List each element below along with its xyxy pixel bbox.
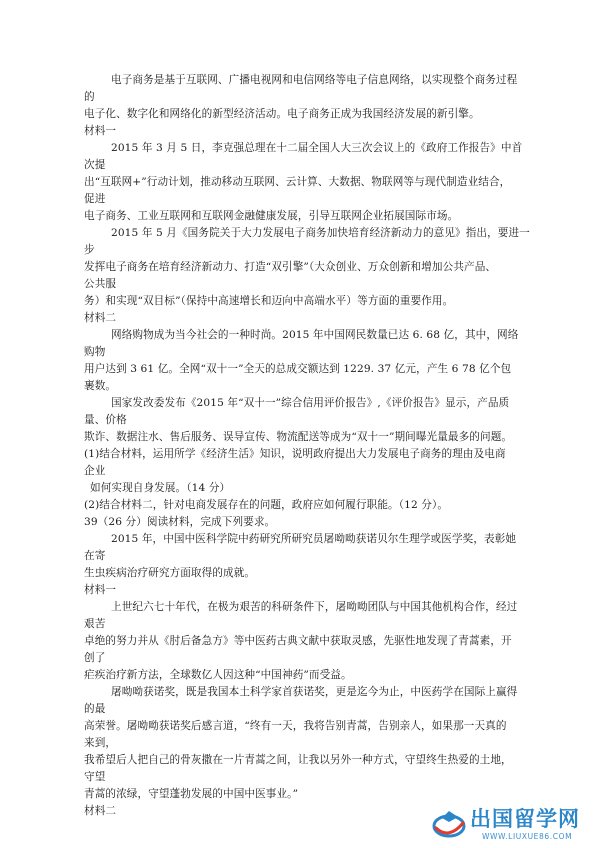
text-line: 网络购物成为当今社会的一种时尚。2015 年中国网民数量已达 6. 68 亿，其中，网络 — [111, 329, 519, 341]
text-line: 生虫疾病治疗研究方面取得的成就。 — [84, 567, 256, 579]
text-line: 发挥电子商务在培育经济新动力、打造“双引擎”（大众创业、万众创新和增加公共产品、 — [84, 261, 497, 273]
section-heading: 材料一 — [84, 584, 117, 596]
text-line: 来到， — [84, 737, 117, 749]
text-line: 屠呦呦获诺奖，既是我国本土科学家首获诺奖，更是迄今为止，中医药学在国际上赢得 — [111, 686, 518, 698]
text-line: 量、价格 — [84, 414, 127, 426]
question-line: 如何实现自身发展。（14 分） — [90, 482, 231, 494]
text-line: 卓绝的努力并从《肘后备急方》等中医药古典文献中获取灵感，先驱性地发现了青蒿素，开 — [84, 635, 512, 647]
text-line: 守望 — [84, 771, 106, 783]
section-heading: 材料二 — [84, 312, 117, 324]
text-line: 电子商务、工业互联网和互联网金融健康发展，引导互联网企业拓展国际市场。 — [84, 210, 459, 222]
text-line: 电子商务是基于互联网、广播电视网和电信网络等电子信息网络，以实现整个商务过程 — [111, 74, 518, 86]
text-line: 用户达到 3 61 亿。全网“双十一”全天的总成交额达到 1229. 37 亿元，产生 6 78 亿个包 — [84, 363, 512, 375]
text-line: 2015 年 5 月《国务院关于大力发展电子商务加快培育经济新动力的意见》指出，要进一 — [111, 227, 530, 239]
text-line: 2015 年，中国中医科学院中药研究所研究员屠呦呦获诺贝尔生理学或医学奖，表彰她 — [111, 533, 517, 545]
cap-swoosh-icon — [432, 806, 466, 840]
text-line: 艰苦 — [84, 618, 106, 630]
section-heading: 材料二 — [84, 805, 117, 817]
text-line: 在寄 — [84, 550, 106, 562]
text-line: 国家发改委发布《2015 年“双十一”综合信用评价报告》,《评价报告》显示，产品质 — [111, 397, 510, 409]
text-line: 步 — [84, 244, 95, 256]
text-line: 我希望后人把自己的骨灰撒在一片青蒿之间，让我以另外一种方式，守望终生热爱的土地， — [84, 754, 512, 766]
text-line: 促进 — [84, 193, 106, 205]
text-line: 裹数。 — [84, 380, 117, 392]
text-line: 疟疾治疗新方法，全球数亿人因这种“中国神药”而受益。 — [84, 669, 352, 681]
logo-name: 出国留学网 — [470, 807, 580, 831]
text-line: 出“互联网+”行动计划，推动移动互联网、云计算、大数据、物联网等与现代制造业结合， — [84, 176, 511, 188]
site-logo — [432, 806, 592, 846]
text-line: 高荣誉。屠呦呦获诺奖后感言道，“终有一天，我将告别青蒿，告别亲人，如果那一天真的 — [84, 720, 507, 732]
question-heading: 39（26 分）阅读材料，完成下列要求。 — [84, 516, 276, 528]
text-line: 创了 — [84, 652, 106, 664]
text-line: 购物 — [84, 346, 106, 358]
question-line: 企业 — [84, 465, 106, 477]
question-line: (1)结合材料，运用所学《经济生活》知识，说明政府提出大力发展电子商务的理由及电商 — [84, 448, 506, 460]
text-line: 青蒿的浓绿，守望蓬勃发展的中国中医事业。” — [84, 788, 299, 800]
text-line: 次提 — [84, 159, 106, 171]
logo-url: WWW.LIUXUE86.COM — [482, 832, 573, 841]
text-line: 欺诈、数据注水、售后服务、误导宣传、物流配送等成为“双十一”期间曝光量最多的问题。 — [84, 431, 513, 443]
section-heading: 材料一 — [84, 125, 117, 137]
text-line: 电子化、数字化和网络化的新型经济活动。电子商务正成为我国经济发展的新引擎。 — [84, 108, 480, 120]
question-line: (2)结合材料二，针对电商发展存在的问题，政府应如何履行职能。（12 分）。 — [84, 499, 449, 511]
text-line: 公共服 — [84, 278, 117, 290]
text-line: 上世纪六七十年代，在极为艰苦的科研条件下，屠呦呦团队与中国其他机构合作，经过 — [111, 601, 518, 613]
text-line: 的最 — [84, 703, 106, 715]
text-line: 的 — [84, 91, 95, 103]
text-line: 务）和实现“双目标”（保持中高速增长和迈向中高端水平）等方面的重要作用。 — [84, 295, 454, 307]
text-line: 2015 年 3 月 5 日，李克强总理在十二届全国人大三次会议上的《政府工作报告》中首 — [111, 142, 523, 154]
